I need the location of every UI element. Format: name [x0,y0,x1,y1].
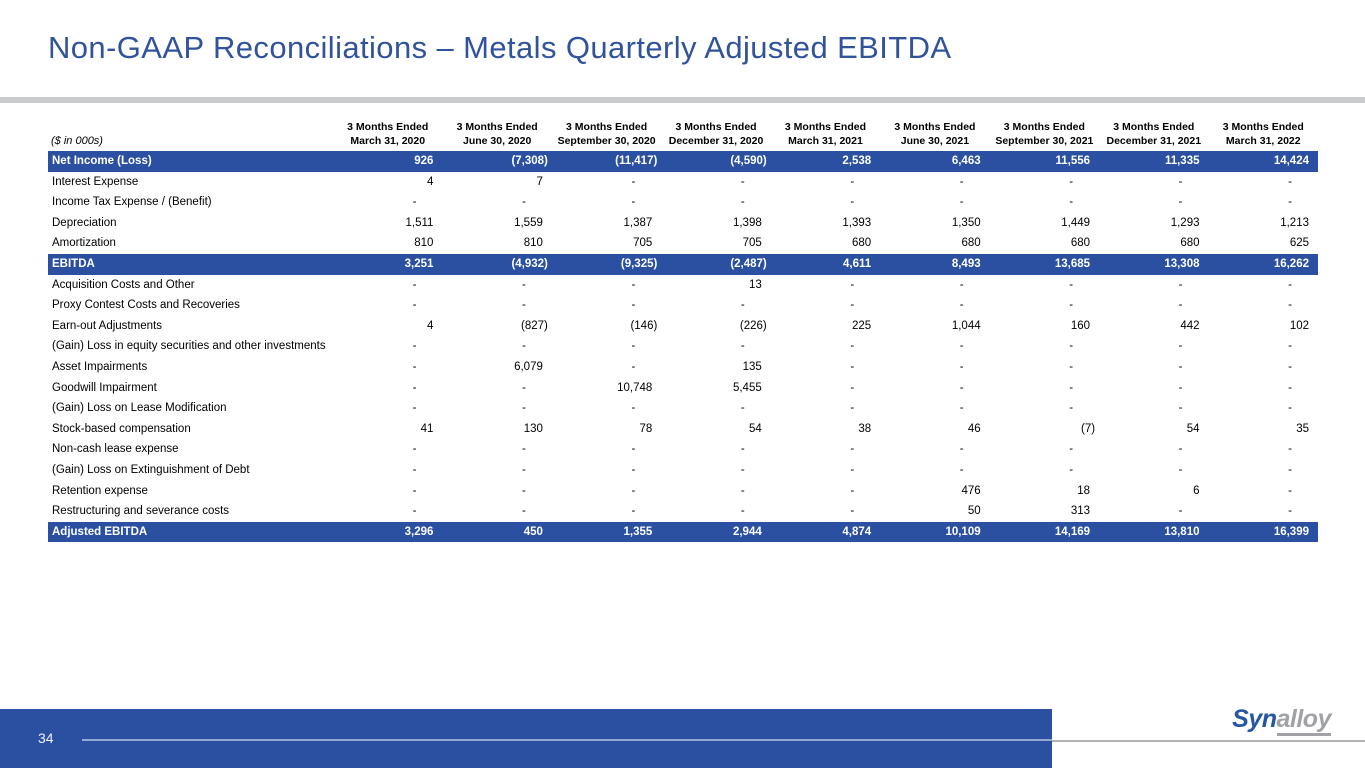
value-cell: - [1069,278,1074,291]
value-cell: 1,393 [842,216,872,229]
table-row [48,481,1318,502]
value-cell: 10,748 [617,381,653,394]
value-cell: 54 [1186,422,1200,435]
value-cell: - [522,505,526,518]
value-cell: - [412,505,417,518]
value-cell: 4 [427,319,434,332]
table-row [48,254,1318,275]
row-label: (Gain) Loss on Extinguishment of Debt [52,463,250,476]
value-cell: - [1069,381,1074,394]
title-divider [0,97,1365,103]
value-cell: - [959,443,964,456]
value-cell: - [412,340,417,353]
value-cell: 926 [333,151,442,172]
value-cell: 1,387 [623,216,653,229]
value-cell: - [631,175,636,188]
table-row [48,233,1318,254]
value-cell: 680 [1070,237,1091,250]
row-label: Amortization [52,237,116,250]
value-cell: - [1178,175,1183,188]
value-cell: 135 [742,360,762,373]
value-cell: - [850,196,855,209]
value-cell: - [1178,463,1183,476]
value-cell: - [850,299,855,312]
value-cell: - [631,340,636,353]
value-cell: 313 [1070,505,1091,518]
value-cell: - [1069,196,1074,209]
value-cell: (7,308) [442,151,551,172]
value-cell: 14,424 [1209,151,1319,172]
row-label: Net Income (Loss) [48,151,333,172]
value-cell: - [522,299,526,312]
value-cell: 18 [1077,484,1091,497]
value-cell: 680 [961,237,981,250]
value-cell: - [412,278,417,291]
row-label: Restructuring and severance costs [52,505,230,518]
value-cell: - [740,175,745,188]
value-cell: - [631,402,636,415]
value-cell: 54 [748,422,762,435]
value-cell: - [1069,340,1074,353]
value-cell: - [412,443,417,456]
row-label: Proxy Contest Costs and Recoveries [52,299,240,312]
row-label: Asset Impairments [52,360,148,373]
value-cell: - [1288,402,1292,415]
value-cell: - [1178,360,1183,373]
row-label: Income Tax Expense / (Benefit) [52,196,212,209]
table-row [48,192,1318,213]
value-cell: 13,308 [1099,254,1208,275]
data-table [48,113,1318,542]
value-cell: - [412,484,417,497]
value-cell: - [850,484,855,497]
column-header: 3 Months Ended June 30, 2021 [894,121,976,147]
value-cell: 16,262 [1209,254,1319,275]
value-cell: - [959,360,964,373]
column-header: 3 Months Ended September 30, 2020 [557,121,656,147]
table-row [48,522,1318,543]
value-cell: - [1288,196,1292,209]
column-header: 3 Months Ended March 31, 2022 [1222,121,1304,147]
value-cell: (9,325) [552,254,661,275]
table-row [48,439,1318,460]
column-header: 3 Months Ended June 30, 2020 [456,121,538,147]
value-cell: 50 [967,505,981,518]
row-label: Adjusted EBITDA [48,522,333,543]
value-cell: 1,398 [732,216,762,229]
table-row [48,316,1318,337]
value-cell: - [1288,340,1292,353]
value-cell: 625 [1289,237,1309,250]
value-cell: - [1178,505,1183,518]
table-row [48,398,1318,419]
footer-divider-line-left [82,739,1052,741]
value-cell: 78 [639,422,653,435]
value-cell: 16,399 [1209,522,1319,543]
value-cell: - [412,463,417,476]
value-cell: - [1069,175,1074,188]
value-cell: - [740,340,745,353]
value-cell: - [1288,299,1292,312]
value-cell: - [850,402,855,415]
value-cell: 1,355 [552,522,661,543]
row-label: Goodwill Impairment [52,381,157,394]
value-cell: 102 [1289,319,1309,332]
table-row [48,151,1318,172]
value-cell: 6 [1193,484,1200,497]
value-cell: 10,109 [880,522,989,543]
row-label: EBITDA [48,254,333,275]
value-cell: 8,493 [880,254,989,275]
value-cell: (226) [739,319,767,332]
value-cell: 130 [523,422,543,435]
value-cell: - [1288,443,1292,456]
logo-part-syn: Syn [1232,705,1277,733]
value-cell: - [740,443,745,456]
value-cell: (4,932) [442,254,551,275]
value-cell: - [522,196,526,209]
value-cell: 810 [523,237,543,250]
value-cell: - [631,196,636,209]
value-cell: - [1069,299,1074,312]
table-row [48,275,1318,296]
value-cell: - [850,360,855,373]
value-cell: 1,044 [951,319,981,332]
logo-part-alloy: alloy [1277,705,1331,736]
value-cell: - [1288,484,1292,497]
value-cell: 11,335 [1099,151,1208,172]
row-label: Stock-based compensation [52,422,191,435]
value-cell: 2,944 [661,522,770,543]
value-cell: 810 [414,237,434,250]
ebitda-reconciliation-table [48,113,1318,542]
value-cell: (11,417) [552,151,661,172]
value-cell: - [740,505,745,518]
row-label: Non-cash lease expense [52,443,179,456]
column-header: 3 Months Ended December 31, 2020 [668,121,764,147]
value-cell: 1,293 [1170,216,1200,229]
value-cell: - [1069,443,1074,456]
value-cell: 476 [961,484,981,497]
value-cell: - [631,484,636,497]
value-cell: - [850,505,855,518]
value-cell: 13,810 [1099,522,1208,543]
value-cell: - [522,278,526,291]
value-cell: - [1069,360,1074,373]
row-label: (Gain) Loss on Lease Modification [52,402,227,415]
value-cell: - [631,505,636,518]
value-cell: - [850,175,855,188]
row-label: Interest Expense [52,175,139,188]
value-cell: 680 [852,237,872,250]
value-cell: - [959,402,964,415]
value-cell: - [850,381,855,394]
value-cell: (4,590) [661,151,770,172]
value-cell: 4 [427,175,434,188]
table-row [48,213,1318,234]
table-row [48,172,1318,193]
value-cell: 160 [1070,319,1091,332]
value-cell: - [522,340,526,353]
table-row [48,501,1318,522]
value-cell: - [1178,299,1183,312]
value-cell: - [740,402,745,415]
value-cell: - [1178,340,1183,353]
value-cell: - [1178,443,1183,456]
value-cell: (827) [521,319,548,332]
value-cell: 1,350 [951,216,981,229]
value-cell: 1,559 [514,216,543,229]
table-row [48,357,1318,378]
value-cell: - [412,299,417,312]
value-cell: - [740,484,745,497]
value-cell: - [1178,278,1183,291]
value-cell: - [1288,175,1292,188]
value-cell: - [412,381,417,394]
value-cell: - [522,443,526,456]
value-cell: - [740,299,745,312]
table-row [48,419,1318,440]
value-cell: - [412,196,417,209]
value-cell: (146) [630,319,658,332]
value-cell: - [1178,196,1183,209]
value-cell: 225 [852,319,872,332]
value-cell: - [1178,402,1183,415]
value-cell: 3,296 [333,522,442,543]
value-cell: 1,213 [1280,216,1309,229]
footer-divider-line-right [1052,740,1365,742]
value-cell: 705 [633,237,653,250]
value-cell: - [850,340,855,353]
value-cell: - [1069,402,1074,415]
value-cell: - [740,463,745,476]
page-title: Non-GAAP Reconciliations – Metals Quarterly Adjusted EBITDA [48,30,952,65]
value-cell: - [1069,463,1074,476]
money-unit-note: ($ in 000s) [51,135,103,147]
value-cell: - [1288,505,1292,518]
value-cell: - [959,381,964,394]
value-cell: - [1288,463,1292,476]
value-cell: - [959,340,964,353]
table-row [48,378,1318,399]
row-label: Acquisition Costs and Other [52,278,195,291]
value-cell: - [740,196,745,209]
value-cell: - [631,278,636,291]
value-cell: - [631,443,636,456]
value-cell: - [850,463,855,476]
value-cell: 41 [420,422,434,435]
value-cell: 14,169 [990,522,1099,543]
value-cell: 7 [536,175,543,188]
value-cell: 46 [967,422,981,435]
value-cell: (2,487) [661,254,770,275]
value-cell: 4,874 [771,522,880,543]
value-cell: 1,511 [405,216,434,229]
value-cell: 1,449 [1061,216,1091,229]
table-row [48,460,1318,481]
value-cell: - [412,402,417,415]
value-cell: - [959,463,964,476]
table-row [48,295,1318,316]
value-cell: - [850,278,855,291]
value-cell: 450 [442,522,551,543]
column-header: 3 Months Ended December 31, 2021 [1106,121,1202,147]
value-cell: 5,455 [732,381,762,394]
row-label: (Gain) Loss in equity securities and other investments [52,340,326,353]
row-label: Retention expense [52,484,148,497]
synalloy-logo [1232,705,1331,734]
value-cell: 13,685 [990,254,1099,275]
table-row [48,336,1318,357]
value-cell: - [522,402,526,415]
column-header: 3 Months Ended March 31, 2020 [347,121,429,147]
value-cell: - [1178,381,1183,394]
page-number: 34 [38,730,54,746]
row-label: Depreciation [52,216,117,229]
value-cell: - [412,360,417,373]
value-cell: 442 [1180,319,1200,332]
value-cell: - [1288,381,1292,394]
value-cell: 35 [1296,422,1309,435]
value-cell: - [631,360,636,373]
value-cell: - [522,381,526,394]
value-cell: 2,538 [771,151,880,172]
value-cell: - [959,299,964,312]
table-head-row [48,113,1318,151]
value-cell: (7) [1081,422,1096,435]
column-header: 3 Months Ended March 31, 2021 [784,121,867,147]
value-cell: - [1288,360,1292,373]
value-cell: 13 [748,278,762,291]
row-label: Earn-out Adjustments [52,319,162,332]
value-cell: - [631,463,636,476]
column-header: 3 Months Ended September 30, 2021 [995,121,1094,147]
value-cell: - [959,196,964,209]
value-cell: - [522,463,526,476]
value-cell: - [959,278,964,291]
value-cell: 3,251 [333,254,442,275]
value-cell: - [522,484,526,497]
value-cell: - [1288,278,1292,291]
value-cell: - [631,299,636,312]
value-cell: - [850,443,855,456]
value-cell: - [959,175,964,188]
value-cell: 38 [858,422,872,435]
value-cell: 705 [742,237,762,250]
value-cell: 6,079 [514,360,543,373]
value-cell: 6,463 [880,151,989,172]
value-cell: 11,556 [990,151,1099,172]
value-cell: 4,611 [771,254,880,275]
value-cell: 680 [1180,237,1200,250]
